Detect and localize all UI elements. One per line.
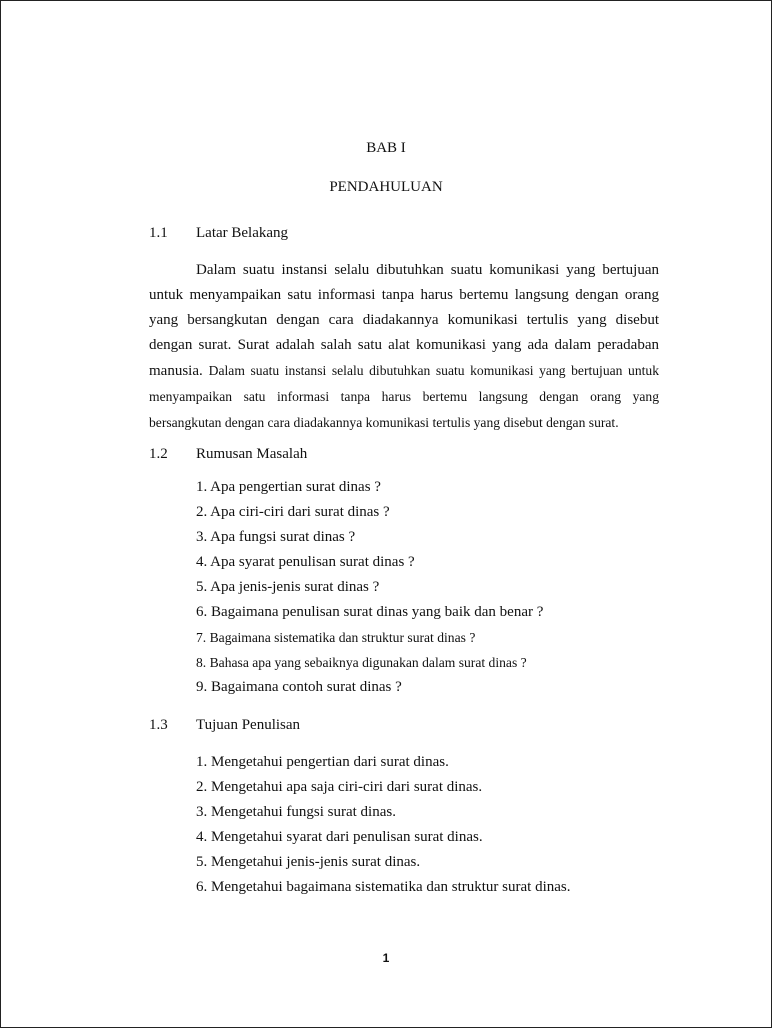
section-heading-tujuan-penulisan xyxy=(149,717,300,734)
list-item: 6. Bagaimana penulisan surat dinas yang baik dan benar ? xyxy=(196,604,544,620)
list-item: 1. Apa pengertian surat dinas ? xyxy=(196,479,381,495)
list-item: 3. Mengetahui fungsi surat dinas. xyxy=(196,804,396,820)
list-item: 5. Mengetahui jenis-jenis surat dinas. xyxy=(196,854,421,870)
objective-list xyxy=(196,750,571,900)
list-item: 1. Mengetahui pengertian dari surat dinas. xyxy=(196,754,449,770)
section-heading-latar-belakang xyxy=(149,225,288,242)
list-item: 3. Apa fungsi surat dinas ? xyxy=(196,529,356,545)
chapter-label: BAB I xyxy=(366,140,406,156)
problem-list xyxy=(196,475,543,700)
list-item: 9. Bagaimana contoh surat dinas ? xyxy=(196,679,402,695)
list-item: 4. Mengetahui syarat dari penulisan surat dinas. xyxy=(196,829,483,845)
page-number: 1 xyxy=(382,951,390,965)
section-title: Latar Belakang xyxy=(196,225,289,241)
paragraph-part-1: Dalam suatu instansi selalu dibutuhkan suatu komunikasi yang bertujuan untuk menyampaikan satu informasi tanpa harus bertemu langsung dengan orang yang bersangkutan dengan cara diadakannya komunikasi tertulis yang disebut dengan surat. Surat adalah salah satu alat komunikasi yang ada dalam peradaban manusia. xyxy=(149,262,659,379)
list-item: 5. Apa jenis-jenis surat dinas ? xyxy=(196,579,380,595)
chapter-title: PENDAHULUAN xyxy=(329,179,443,195)
list-item: 8. Bahasa apa yang sebaiknya digunakan dalam surat dinas ? xyxy=(196,655,527,670)
section-title: Rumusan Masalah xyxy=(196,446,308,462)
section-number: 1.1 xyxy=(149,225,168,241)
list-item: 4. Apa syarat penulisan surat dinas ? xyxy=(196,554,415,570)
section-title: Tujuan Penulisan xyxy=(196,717,301,733)
section-number: 1.3 xyxy=(149,717,168,733)
list-item: 2. Apa ciri-ciri dari surat dinas ? xyxy=(196,504,390,520)
paragraph-part-2: Dalam suatu instansi selalu dibutuhkan suatu komunikasi yang bertujuan untuk menyampaikan satu informasi tanpa harus bertemu langsung dengan orang yang bersangkutan dengan cara diadakannya komunikasi tertulis yang disebut dengan surat. xyxy=(149,363,659,430)
section-number: 1.2 xyxy=(149,446,168,462)
list-item: 2. Mengetahui apa saja ciri-ciri dari surat dinas. xyxy=(196,779,483,795)
background-paragraph xyxy=(149,258,659,436)
list-item: 6. Mengetahui bagaimana sistematika dan struktur surat dinas. xyxy=(196,879,571,895)
section-heading-rumusan-masalah xyxy=(149,446,307,463)
list-item: 7. Bagaimana sistematika dan struktur surat dinas ? xyxy=(196,630,476,645)
